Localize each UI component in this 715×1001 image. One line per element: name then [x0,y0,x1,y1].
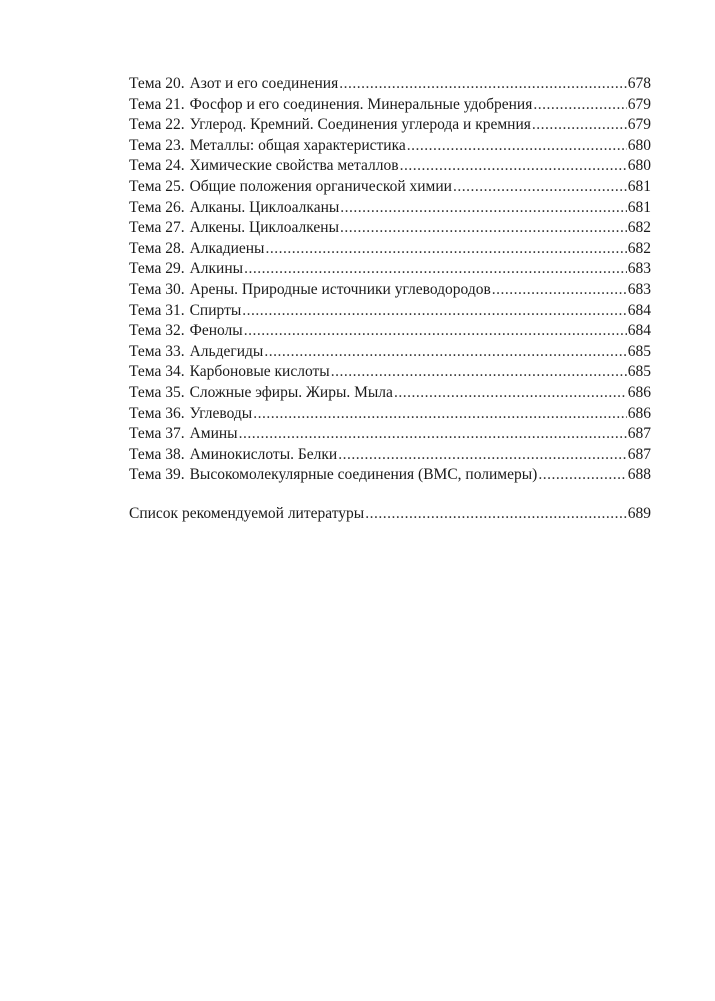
toc-entry-title: Алкадиены [189,239,265,257]
toc-entry[interactable] [129,362,651,383]
dot-leader [253,404,627,425]
toc-entry-number: Тема 39. [129,466,185,484]
dot-leader [244,259,627,280]
toc-entry[interactable] [129,95,651,116]
toc-page-number: 686 [627,404,651,422]
dot-leader [264,342,626,363]
toc-entry[interactable] [129,404,651,425]
toc-entry-title: Сложные эфиры. Жиры. Мыла [189,383,393,401]
dot-leader [453,177,627,198]
toc-entry-number: Тема 32. [129,322,185,340]
dot-leader [331,362,627,383]
toc-entry-references[interactable] [129,504,651,525]
toc-entry[interactable] [129,218,651,239]
dot-leader [244,321,627,342]
toc-entry-number: Тема 36. [129,404,185,422]
toc-entry-title: Алканы. Циклоалканы [189,198,340,216]
toc-entry-title: Общие положения органической химии [189,177,452,195]
toc-page-number: 688 [627,466,651,484]
dot-leader [338,445,627,466]
dot-leader [394,383,627,404]
toc-entry-number: Тема 29. [129,260,185,278]
toc-entry-title: Химические свойства металлов [189,157,399,175]
toc-page-number: 685 [627,342,651,360]
toc-entry-number: Тема 27. [129,219,185,237]
toc-entry-title: Высокомолекулярные соединения (ВМС, полимеры) [189,466,538,484]
dot-leader [340,198,626,219]
toc-entry-title: Углеводы [189,404,253,422]
toc-entry-title: Азот и его соединения [189,75,339,92]
dot-leader [339,74,627,95]
toc-entry-title: Амины [189,425,238,443]
toc-page-number: 686 [627,383,651,401]
toc-page-number: 680 [627,157,651,175]
dot-leader [365,504,627,525]
dot-leader [533,95,626,116]
toc-page-number: 684 [627,322,651,340]
toc-page-number: 679 [627,116,651,134]
toc-entry-number: Тема 25. [129,177,185,195]
toc-entry-title: Фосфор и его соединения. Минеральные удобрения [189,95,533,113]
toc-entry[interactable] [129,259,651,280]
dot-leader [538,465,626,486]
dot-leader [400,156,627,177]
dot-leader [340,218,627,239]
toc-page-number: 682 [627,239,651,257]
toc-page-number: 689 [627,504,651,522]
toc-entry-number: Тема 26. [129,198,185,216]
toc-entry[interactable] [129,198,651,219]
toc-entry-title: Список рекомендуемой литературы [129,504,365,522]
toc-page-number: 679 [627,95,651,113]
toc-entry-number: Тема 20. [129,75,185,92]
dot-leader [265,239,626,260]
toc-entry[interactable] [129,465,651,486]
toc-entry-title: Спирты [189,301,242,319]
toc-entry-title: Альдегиды [189,342,264,360]
toc-entry-title: Карбоновые кислоты [189,363,330,381]
toc-entry-title: Алкены. Циклоалкены [189,219,339,237]
toc-entry[interactable] [129,445,651,466]
toc-entry-number: Тема 22. [129,116,185,134]
toc-entry-number: Тема 35. [129,383,185,401]
toc-entry-number: Тема 24. [129,157,185,175]
toc-page-number: 681 [627,177,651,195]
toc-entry[interactable] [129,383,651,404]
table-of-contents [129,74,651,524]
dot-leader [242,301,626,322]
toc-entry-title: Металлы: общая характеристика [189,136,406,154]
toc-page-number: 682 [627,219,651,237]
toc-entry[interactable] [129,301,651,322]
toc-page-number: 685 [627,363,651,381]
toc-entry-title: Углерод. Кремний. Соединения углерода и кремния [189,116,531,134]
toc-entry-number: Тема 34. [129,363,185,381]
dot-leader [239,424,627,445]
toc-entry[interactable] [129,115,651,136]
toc-entry-number: Тема 23. [129,136,185,154]
toc-page-number: 687 [627,445,651,463]
toc-entry-title: Аминокислоты. Белки [189,445,338,463]
toc-page-number: 687 [627,425,651,443]
toc-entry-title: Фенолы [189,322,243,340]
dot-leader [492,280,627,301]
section-spacer [129,486,651,504]
toc-entry[interactable] [129,321,651,342]
toc-entry-number: Тема 33. [129,342,185,360]
toc-entry[interactable] [129,239,651,260]
toc-entry-number: Тема 37. [129,425,185,443]
toc-entry-title: Арены. Природные источники углеводородов [189,280,491,298]
toc-page-number: 681 [627,198,651,216]
toc-entry[interactable] [129,74,651,95]
dot-leader [407,136,627,157]
toc-entry[interactable] [129,342,651,363]
toc-page-number: 678 [627,75,651,92]
toc-entry-title: Алкины [189,260,244,278]
toc-entry[interactable] [129,177,651,198]
toc-entry-number: Тема 31. [129,301,185,319]
toc-page-number: 680 [627,136,651,154]
toc-entry[interactable] [129,136,651,157]
toc-entry-number: Тема 28. [129,239,185,257]
toc-page-number: 683 [627,280,651,298]
toc-entry[interactable] [129,424,651,445]
toc-entry-number: Тема 30. [129,280,185,298]
toc-entry-number: Тема 38. [129,445,185,463]
toc-entry[interactable] [129,156,651,177]
toc-entry-number: Тема 21. [129,95,185,113]
toc-page-number: 683 [627,260,651,278]
toc-entry[interactable] [129,280,651,301]
toc-page-number: 684 [627,301,651,319]
dot-leader [532,115,627,136]
